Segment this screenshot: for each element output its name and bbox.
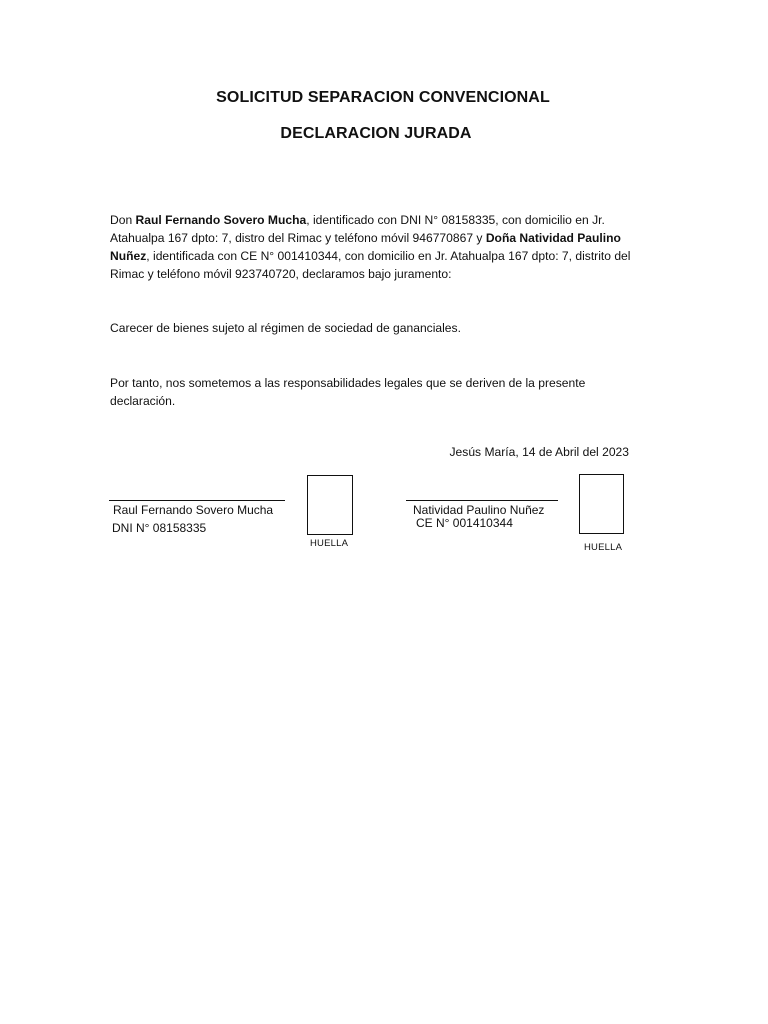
signatory-1-id: DNI N° 08158335	[112, 521, 207, 535]
thumbprint-box-2	[579, 474, 624, 534]
declarants-paragraph	[110, 211, 660, 283]
signatory-1-name: Raul Fernando Sovero Mucha	[113, 503, 274, 517]
document-subtitle: DECLARACION JURADA	[280, 125, 472, 142]
signature-line-1	[109, 500, 285, 501]
declarant-1-details: , identificado con DNI N° 08158335, con domicilio en Jr. Atahualpa 167 dpto: 7, distro del Rimac y teléfono móvil 946770867 y	[110, 213, 605, 245]
signatory-2-name: Natividad Paulino Nuñez	[413, 503, 545, 517]
thumbprint-label-1: HUELLA	[310, 538, 349, 549]
place-date: Jesús María, 14 de Abril del 2023	[449, 445, 629, 459]
thumbprint-label-2: HUELLA	[584, 542, 623, 553]
document-title: SOLICITUD SEPARACION CONVENCIONAL	[216, 89, 550, 106]
declarant-2-name: Doña Natividad Paulino Nuñez	[110, 231, 621, 263]
signatory-2-id: CE N° 001410344	[416, 516, 513, 530]
declarants-prefix: Don	[110, 213, 136, 227]
signature-line-2	[406, 500, 558, 501]
thumbprint-box-1	[307, 475, 353, 535]
declarant-2-details: , identificada con CE N° 001410344, con domicilio en Jr. Atahualpa 167 dpto: 7, distrito del Rimac y teléfono móvil 923740720, declaramos bajo juramento:	[110, 249, 631, 281]
declarant-1-name: Raul Fernando Sovero Mucha	[135, 213, 307, 227]
closing-paragraph: Por tanto, nos sometemos a las responsabilidades legales que se deriven de la presente declaración.	[110, 376, 586, 408]
declaration-paragraph: Carecer de bienes sujeto al régimen de sociedad de gananciales.	[110, 321, 461, 335]
